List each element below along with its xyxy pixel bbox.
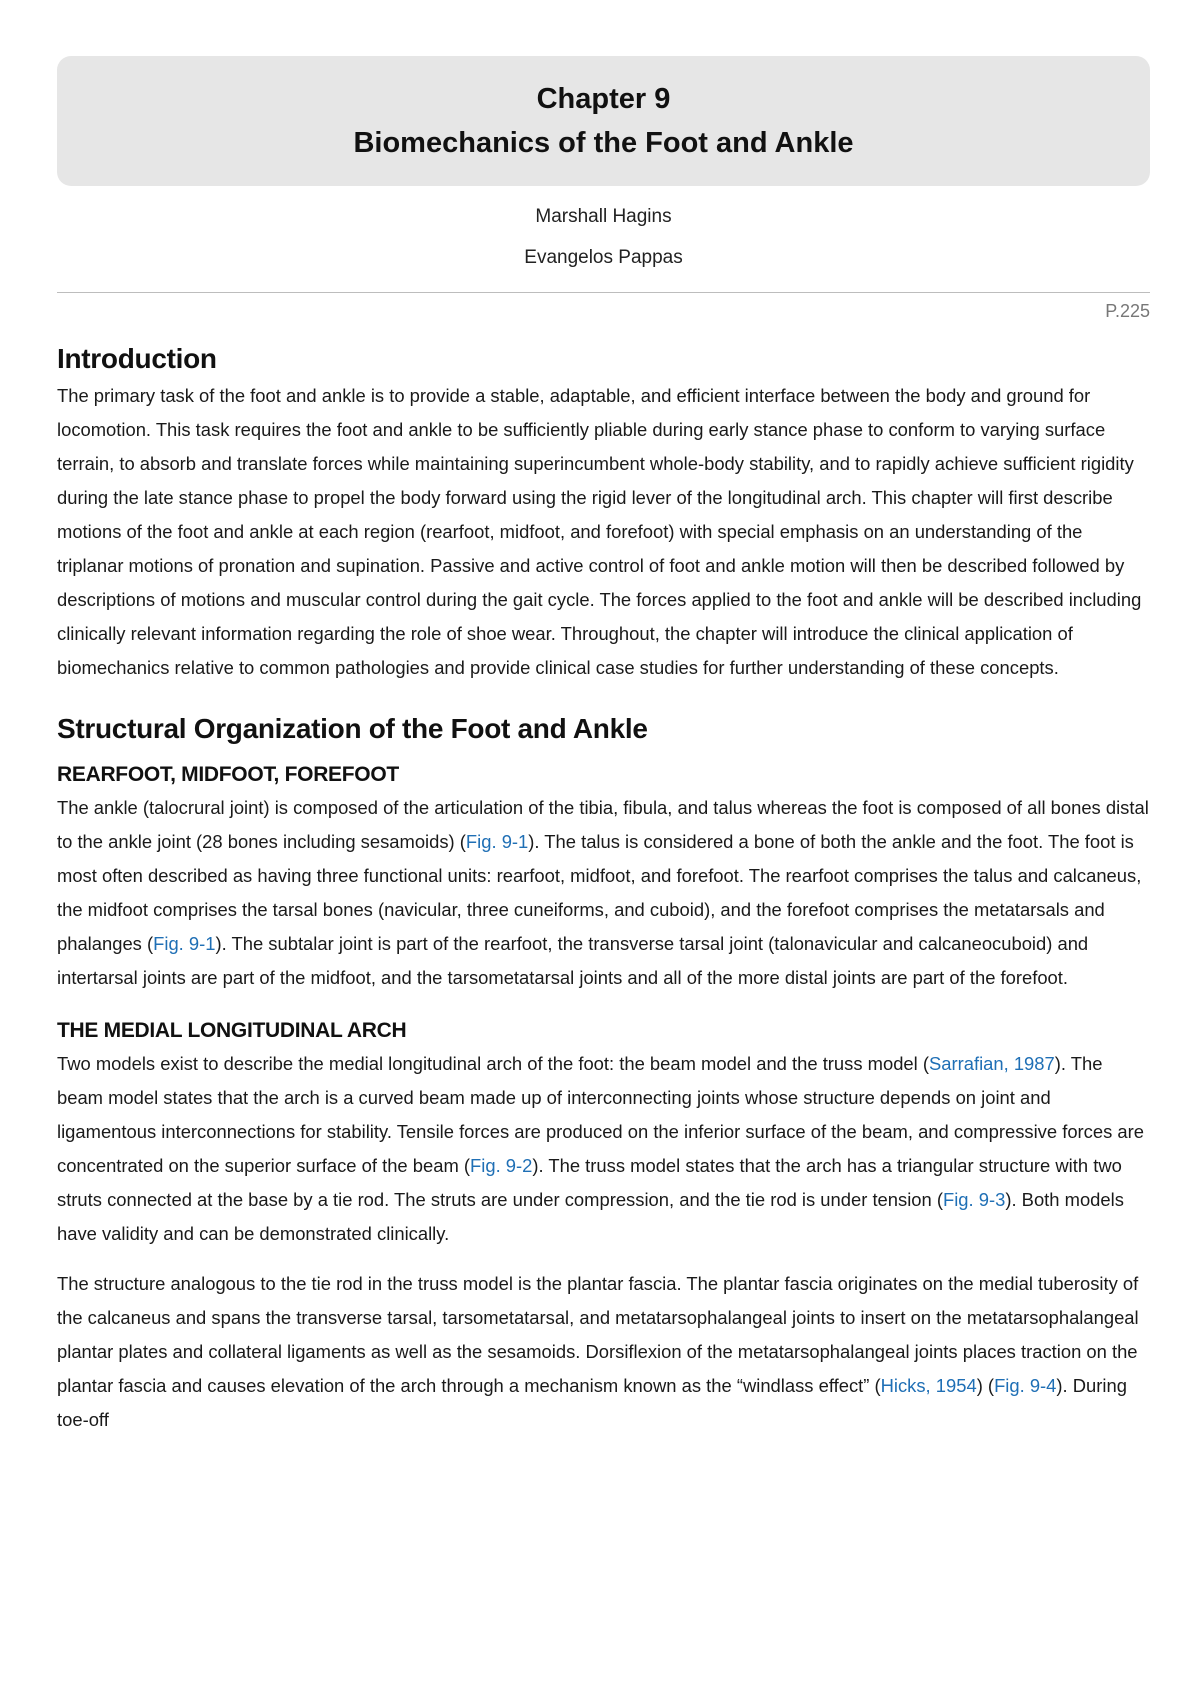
rearfoot-paragraph [57, 791, 1150, 995]
paragraph-text: ) ( [976, 1375, 995, 1396]
subheading-rearfoot-midfoot-forefoot: REARFOOT, MIDFOOT, FOREFOOT [57, 763, 399, 786]
paragraph-text: ). The truss model states that the arch has a triangular structure with two struts connected at the base by a tie rod. The struts are under compression, and the tie rod is under tension ( [57, 1155, 1122, 1210]
section-heading-structural-organization: Structural Organization of the Foot and Ankle [57, 713, 648, 744]
arch-paragraph-2 [57, 1267, 1150, 1437]
paragraph-text: The ankle (talocrural joint) is composed of the articulation of the tibia, fibula, and talus whereas the foot is composed of all bones distal to the ankle joint (28 bones including sesamoids) ( [57, 797, 1149, 852]
paragraph-text: ). The subtalar joint is part of the rearfoot, the transverse tarsal joint (talonavicular and calcaneocuboid) and intertarsal joints are part of the midfoot, and the tarsometatarsal joints and all of the more distal joints are part of the forefoot. [57, 933, 1089, 988]
paragraph-text: The structure analogous to the tie rod in the truss model is the plantar fascia. The plantar fascia originates on the medial tuberosity of the calcaneus and spans the transverse tarsal, tarsometatarsal, and metatarsophalangeal joints to insert on the metatarsophalangeal plantar plates and collateral ligaments as well as the sesamoids. Dorsiflexion of the metatarsophalangeal joints places traction on the plantar fascia and causes elevation of the arch through a mechanism known as the “windlass effect” ( [57, 1273, 1139, 1396]
author-list [57, 196, 1150, 278]
citation-link-hicks-1954[interactable]: Hicks, 1954 [880, 1375, 977, 1396]
figure-link-9-3[interactable]: Fig. 9-3 [942, 1189, 1006, 1210]
divider [57, 292, 1150, 293]
chapter-title: Biomechanics of the Foot and Ankle [353, 127, 854, 159]
chapter-header [57, 56, 1150, 186]
paragraph-text: ). The talus is considered a bone of both the ankle and the foot. The foot is most often described as having three functional units: rearfoot, midfoot, and forefoot. The rearfoot comprises the talus and calcaneus, the midfoot comprises the tarsal bones (navicular, three cuneiforms, and cuboid), and the forefoot comprises the metatarsals and phalanges ( [57, 831, 1142, 954]
document-page [57, 56, 1150, 1437]
figure-link-9-4[interactable]: Fig. 9-4 [994, 1375, 1057, 1396]
intro-paragraph: The primary task of the foot and ankle is to provide a stable, adaptable, and efficient interface between the body and ground for locomotion. This task requires the foot and ankle to be sufficiently pliable during early stance phase to conform to varying surface terrain, to absorb and translate forces while maintaining superincumbent whole-body stability, and to rapidly achieve sufficient rigidity during the late stance phase to propel the body forward using the rigid lever of the longitudinal arch. This chapter will first describe motions of the foot and ankle at each region (rearfoot, midfoot, and forefoot) with special emphasis on an understanding of the triplanar motions of pronation and supination. Passive and active control of foot and ankle motion will then be described followed by descriptions of motions and muscular control during the gait cycle. The forces applied to the foot and ankle will be described including clinically relevant information regarding the role of shoe wear. Throughout, the chapter will introduce the clinical application of biomechanics relative to common pathologies and provide clinical case studies for further understanding of these concepts. [57, 385, 1142, 678]
page-number: P.225 [1105, 301, 1150, 321]
figure-link-9-2[interactable]: Fig. 9-2 [470, 1155, 533, 1176]
paragraph-text: ). The beam model states that the arch is a curved beam made up of interconnecting joints whose structure depends on joint and ligamentous interconnections for stability. Tensile forces are produced on the inferior surface of the beam, and compressive forces are concentrated on the superior surface of the beam ( [57, 1053, 1144, 1176]
paragraph-text: ). Both models have validity and can be demonstrated clinically. [57, 1189, 1124, 1244]
author-name: Marshall Hagins [535, 206, 672, 227]
chapter-number: Chapter 9 [536, 83, 671, 115]
figure-link-9-1[interactable]: Fig. 9-1 [153, 933, 216, 954]
paragraph-text: Two models exist to describe the medial longitudinal arch of the foot: the beam model and the truss model ( [57, 1053, 929, 1074]
section-heading-introduction: Introduction [57, 343, 217, 374]
figure-link-9-1[interactable]: Fig. 9-1 [465, 831, 529, 852]
citation-link-sarrafian-1987[interactable]: Sarrafian, 1987 [928, 1053, 1055, 1074]
arch-paragraph-1 [57, 1047, 1150, 1251]
subheading-medial-longitudinal-arch: THE MEDIAL LONGITUDINAL ARCH [57, 1019, 407, 1042]
paragraph-text: ). During toe-off [57, 1375, 1127, 1430]
author-name: Evangelos Pappas [524, 247, 683, 268]
